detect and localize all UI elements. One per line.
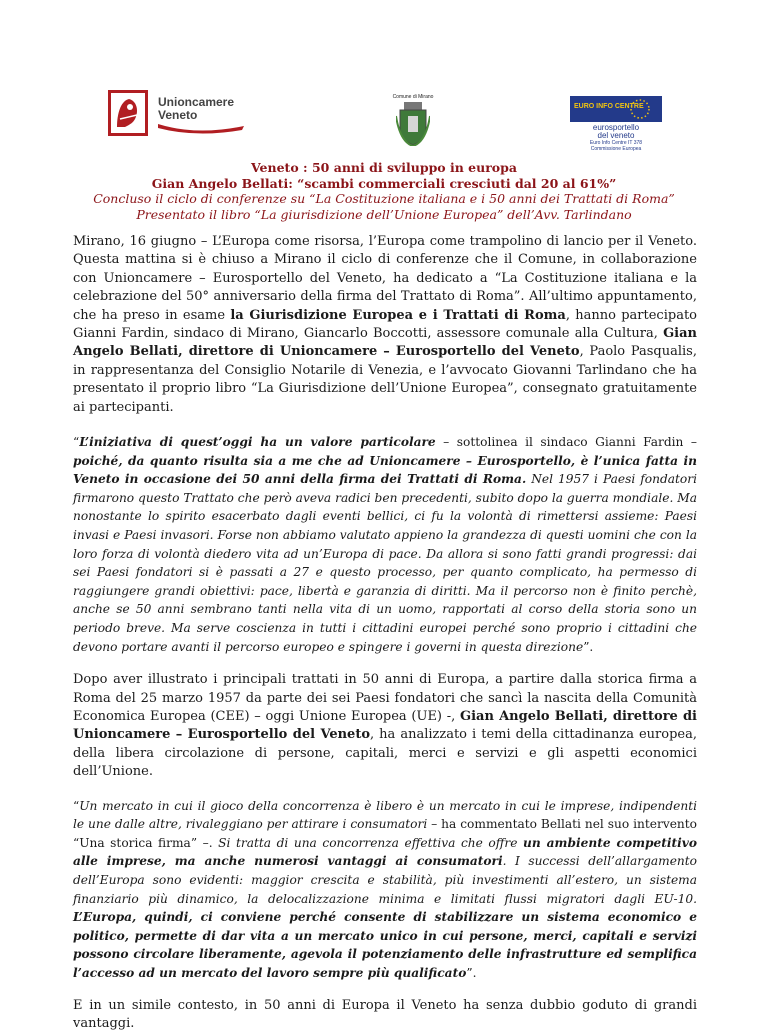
press-release-heading — [40, 160, 728, 222]
paragraph-closing: E in un simile contesto, in 50 anni di Europa il Veneto ha senza dubbio goduto di grandi vantaggi. — [73, 997, 697, 1031]
logo-header — [0, 90, 768, 150]
paragraph-fardin-quote: “L’iniziativa di quest’oggi ha un valore particolare – sottolinea il sindaco Gianni Fardin – poiché, da quanto risulta sia a me che ad Unioncamere – Eurosportello, è l’unica fatta in Veneto in occasione dei 50 anni della firma dei Trattati di Roma. Nel 1957 i Paesi fondatori firmarono questo Trattato che però aveva radici ben precedenti, subito dopo la guerra mondiale. Ma nonostante lo spirito esacerbato dagli eventi bellici, ci fu la volontà di rimettersi assieme: Paesi invasi e Paesi invasori. Forse non abbiamo valutato appieno la grandezza di questi uomini che con la loro forza di volontà diedero vita ad un’Europa di pace. Da allora si sono fatti grandi progressi: dai sei Paesi fondatori si è passati a 27 e questo processo, per quanto complicato, ha permesso di raggiungere grandi obiettivi: pace, libertà e garanzia di diritti. Ma il percorso non è finito perchè, anche se 50 anni sembrano tanti nella vita di un uomo, rapportati al corso della storia sono un periodo breve. Ma serve coscienza in tutti i cittadini europei perché sono proprio i cittadini che devono portare avanti il percorso europeo e spingere i governi in questa direzione”. — [73, 435, 697, 654]
paragraph-bellati-quote: “Un mercato in cui il gioco della concorrenza è libero è un mercato in cui le imprese, indipendenti le une dalle altre, rivaleggiano per attirare i consumatori – ha commentato Bellati nel suo intervento “Una storica firma” –. Si tratta di una concorrenza effettiva che offre un ambiente competitivo alle imprese, ma anche numerosi vantaggi ai consumatori. I successi dell’allargamento dell’Europa sono evidenti: maggior crescita e stabilità, più investimenti all’estero, un sistema finanziario più dinamico, la delocalizzazione minima e limitati flussi migratori dagli EU-10. L’Europa, quindi, ci conviene perché consente di stabilizzare un sistema economico e politico, permette di dar vita a un mercato unico in cui persone, merci, capitali e servizi possono circolare liberamente, agevola il potenziamento delle infrastrutture ed semplifica l’accesso ad un mercato del lavoro sempre più qualificato”. — [73, 798, 697, 980]
mirano-crest-icon — [396, 102, 430, 146]
unioncamere-swoosh-icon — [156, 122, 246, 136]
article-body — [73, 233, 697, 1033]
lion-emblem-icon — [108, 90, 148, 136]
subtitle-book: Presentato il libro “La giurisdizione dell’Unione Europea” dell’Avv. Tarlindano — [136, 206, 632, 222]
paragraph-treaties: Dopo aver illustrato i principali trattati in 50 anni di Europa, a partire dalla storica firma a Roma del 25 marzo 1957 da parte dei sei Paesi fondatori che sancì la nascita della Comunità Economica Europea (CEE) – oggi Unione Europea (UE) -, Gian Angelo Bellati, direttore di Unioncamere – Eurosportello del Veneto, ha analizzato i temi della cittadinanza europea, della libera circolazione di persone, capitali, merci e servizi e gli aspetti economici dell’Unione. — [73, 672, 697, 780]
unioncamere-logo — [108, 90, 338, 148]
unioncamere-wordmark: Unioncamere Veneto — [158, 95, 235, 122]
comune-mirano-logo: Comune di Mirano — [386, 94, 440, 148]
eu-flag-icon — [570, 96, 662, 122]
svg-text:EURO INFO CENTRE: EURO INFO CENTRE — [574, 103, 644, 110]
subheadline: Gian Angelo Bellati: “scambi commerciali cresciuti dal 20 al 61%” — [151, 175, 617, 191]
paragraph-intro: Mirano, 16 giugno – L’Europa come risorsa, l’Europa come trampolino di lancio per il Veneto. Questa mattina si è chiuso a Mirano il ciclo di conferenze che il Comune, in collaborazione con Unioncamere – Eurosportello del Veneto, ha dedicato a “La Costituzione italiana e la celebrazione del 50° anniversario della firma del Trattato di Roma”. All’ultimo appuntamento, che ha preso in esame la Giurisdizione Europea e i Trattati di Roma, hanno partecipato Gianni Fardin, sindaco di Mirano, Giancarlo Boccotti, assessore comunale alla Cultura, Gian Angelo Bellati, direttore di Unioncamere – Eurosportello del Veneto, Paolo Pasqualis, in rappresentanza del Consiglio Notarile di Venezia, e l’avvocato Giovanni Tarlindano che ha presentato il proprio libro “La Giurisdizione dell’Unione Europea”, consegnato gratuitamente ai partecipanti. — [73, 234, 697, 415]
eurosportello-logo — [570, 96, 662, 152]
eurosportello-wordmark: eurosportello del veneto Euro Info Centre IT 378 Commissione Europea — [589, 123, 643, 152]
headline: Veneto : 50 anni di sviluppo in europa — [251, 160, 517, 175]
subtitle-conferences: Concluso il ciclo di conferenze su “La Costituzione italiana e i 50 anni dei Trattati di Roma” — [93, 191, 675, 206]
